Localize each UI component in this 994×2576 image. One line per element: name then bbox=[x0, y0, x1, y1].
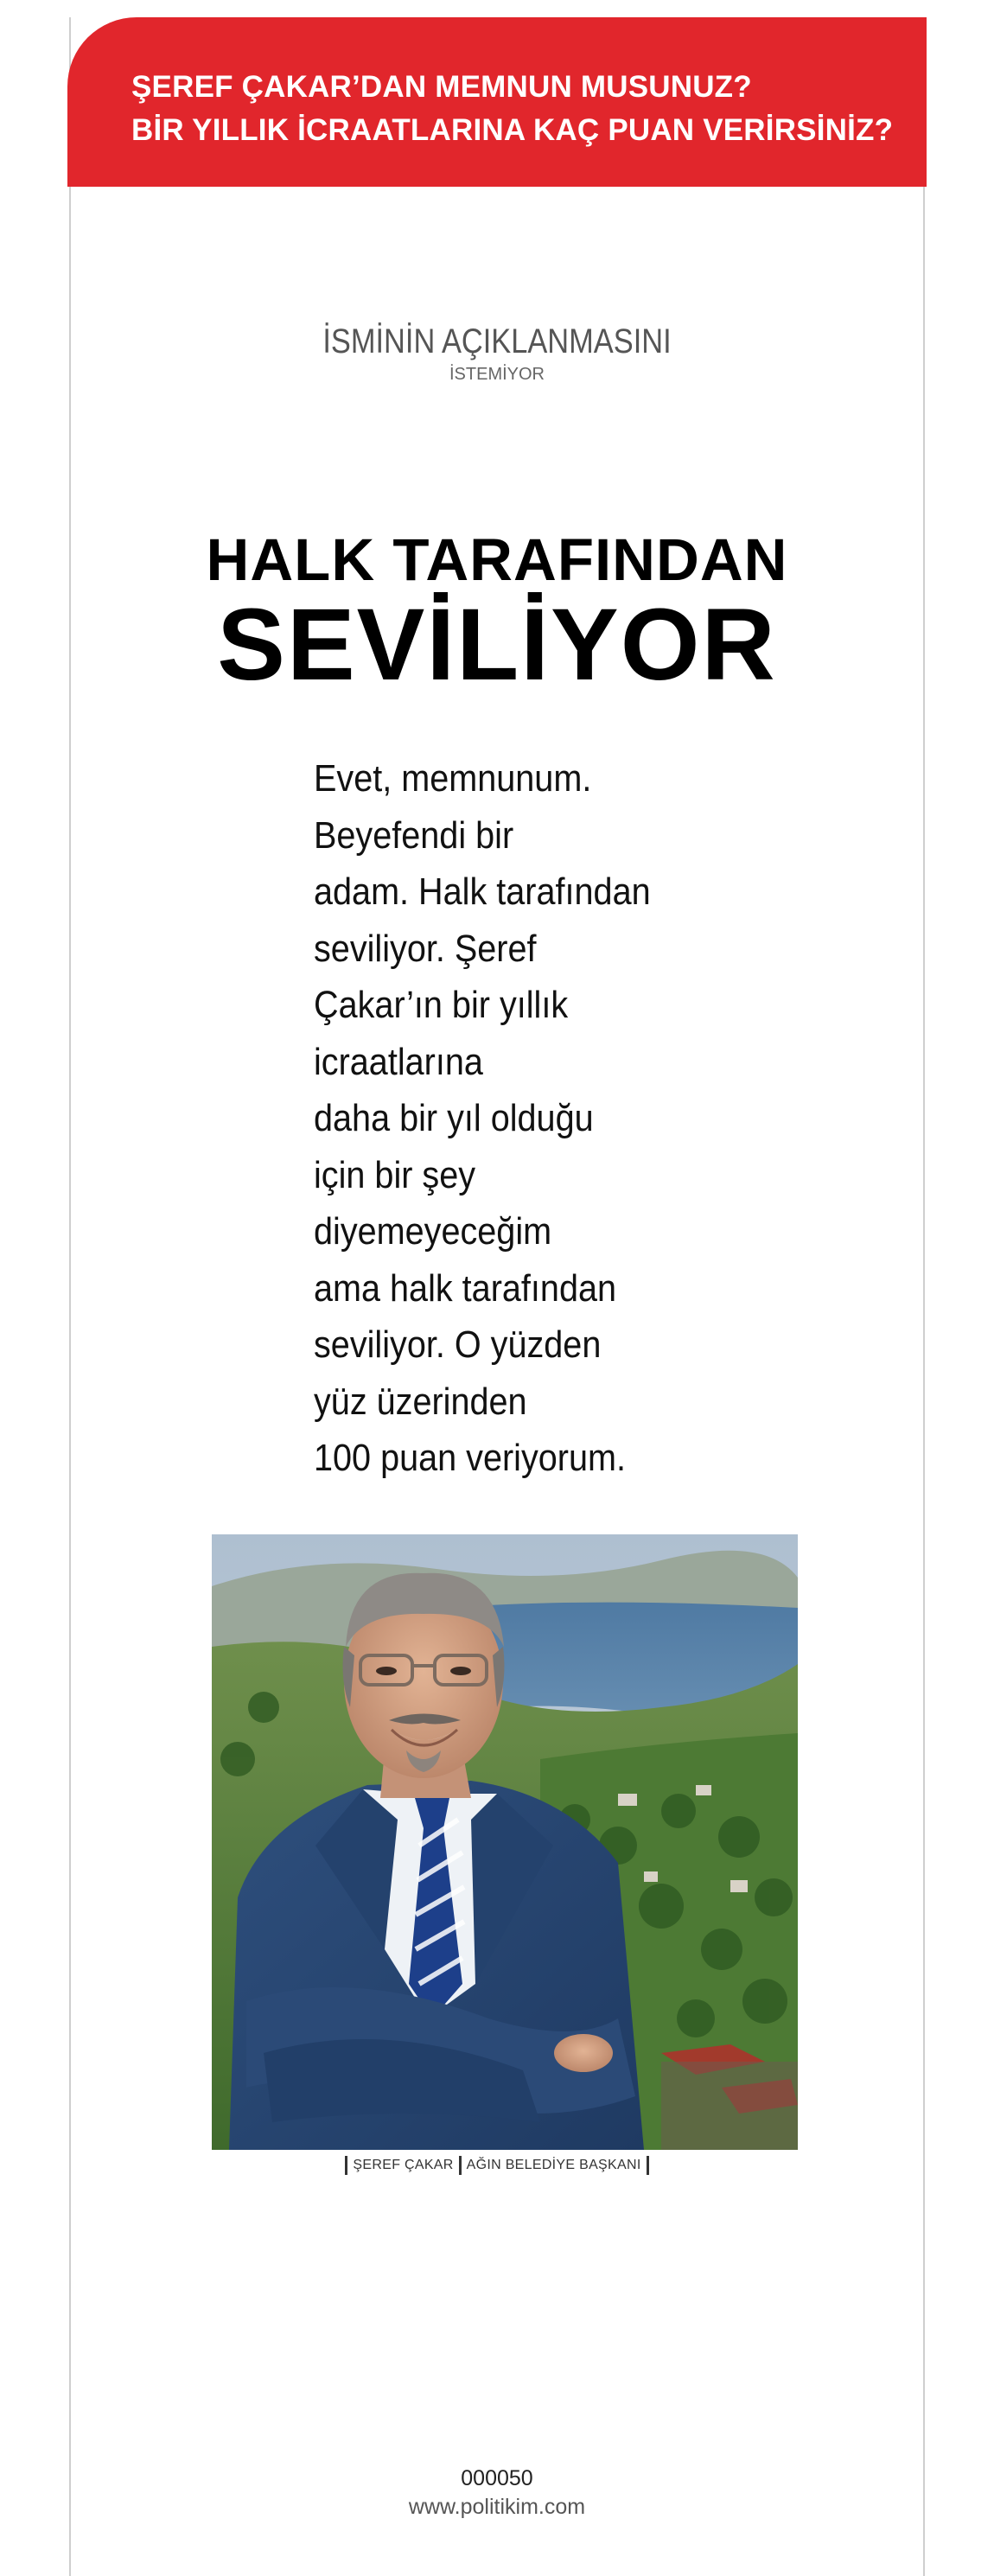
quote-line: için bir şey bbox=[314, 1153, 476, 1196]
page-footer bbox=[0, 2464, 994, 2521]
caption-divider bbox=[345, 2156, 347, 2175]
quote-line: seviliyor. O yüzden bbox=[314, 1323, 602, 1366]
respondent-name: İSMİNİN AÇIKLANMASINI bbox=[322, 322, 672, 360]
caption-name: ŞEREF ÇAKAR bbox=[353, 2158, 454, 2172]
question-line-2: BİR YILLIK İCRAATLARINA KAÇ PUAN VERİRSİNİZ? bbox=[131, 113, 894, 147]
quote-line: seviliyor. Şeref bbox=[314, 927, 537, 970]
portrait-photo bbox=[212, 1534, 798, 2150]
quote-line: ama halk tarafından bbox=[314, 1266, 617, 1310]
quote-line: Beyefendi bir bbox=[314, 813, 514, 857]
caption-divider bbox=[647, 2156, 649, 2175]
quote-line: Evet, memnunum. bbox=[314, 757, 592, 800]
quote-line: yüz üzerinden bbox=[314, 1380, 527, 1423]
headline-line-2: SEVİLİYOR bbox=[217, 588, 777, 702]
quote-line: icraatlarına bbox=[314, 1040, 483, 1083]
quote-line: Çakar’ın bir yıllık bbox=[314, 984, 569, 1026]
quote-text bbox=[314, 750, 729, 1487]
quote-line: 100 puan veriyorum. bbox=[314, 1437, 627, 1479]
photo-caption bbox=[0, 2156, 994, 2175]
headline-line-1: HALK TARAFINDAN bbox=[206, 526, 788, 593]
headline bbox=[0, 526, 994, 702]
caption-divider bbox=[459, 2156, 462, 2175]
question-line-1: ŞEREF ÇAKAR’DAN MEMNUN MUSUNUZ? bbox=[131, 70, 752, 104]
website-url: www.politikim.com bbox=[408, 2495, 586, 2519]
quote-line: adam. Halk tarafından bbox=[314, 870, 651, 913]
caption-title: AĞIN BELEDİYE BAŞKANI bbox=[466, 2158, 641, 2172]
quote-line: daha bir yıl olduğu bbox=[314, 1097, 594, 1139]
quote-line: diyemeyeceğim bbox=[314, 1210, 552, 1253]
respondent-note: İSTEMİYOR bbox=[449, 365, 545, 384]
page-number: 000050 bbox=[461, 2466, 533, 2490]
question-banner bbox=[67, 17, 927, 187]
respondent-block bbox=[0, 322, 994, 386]
